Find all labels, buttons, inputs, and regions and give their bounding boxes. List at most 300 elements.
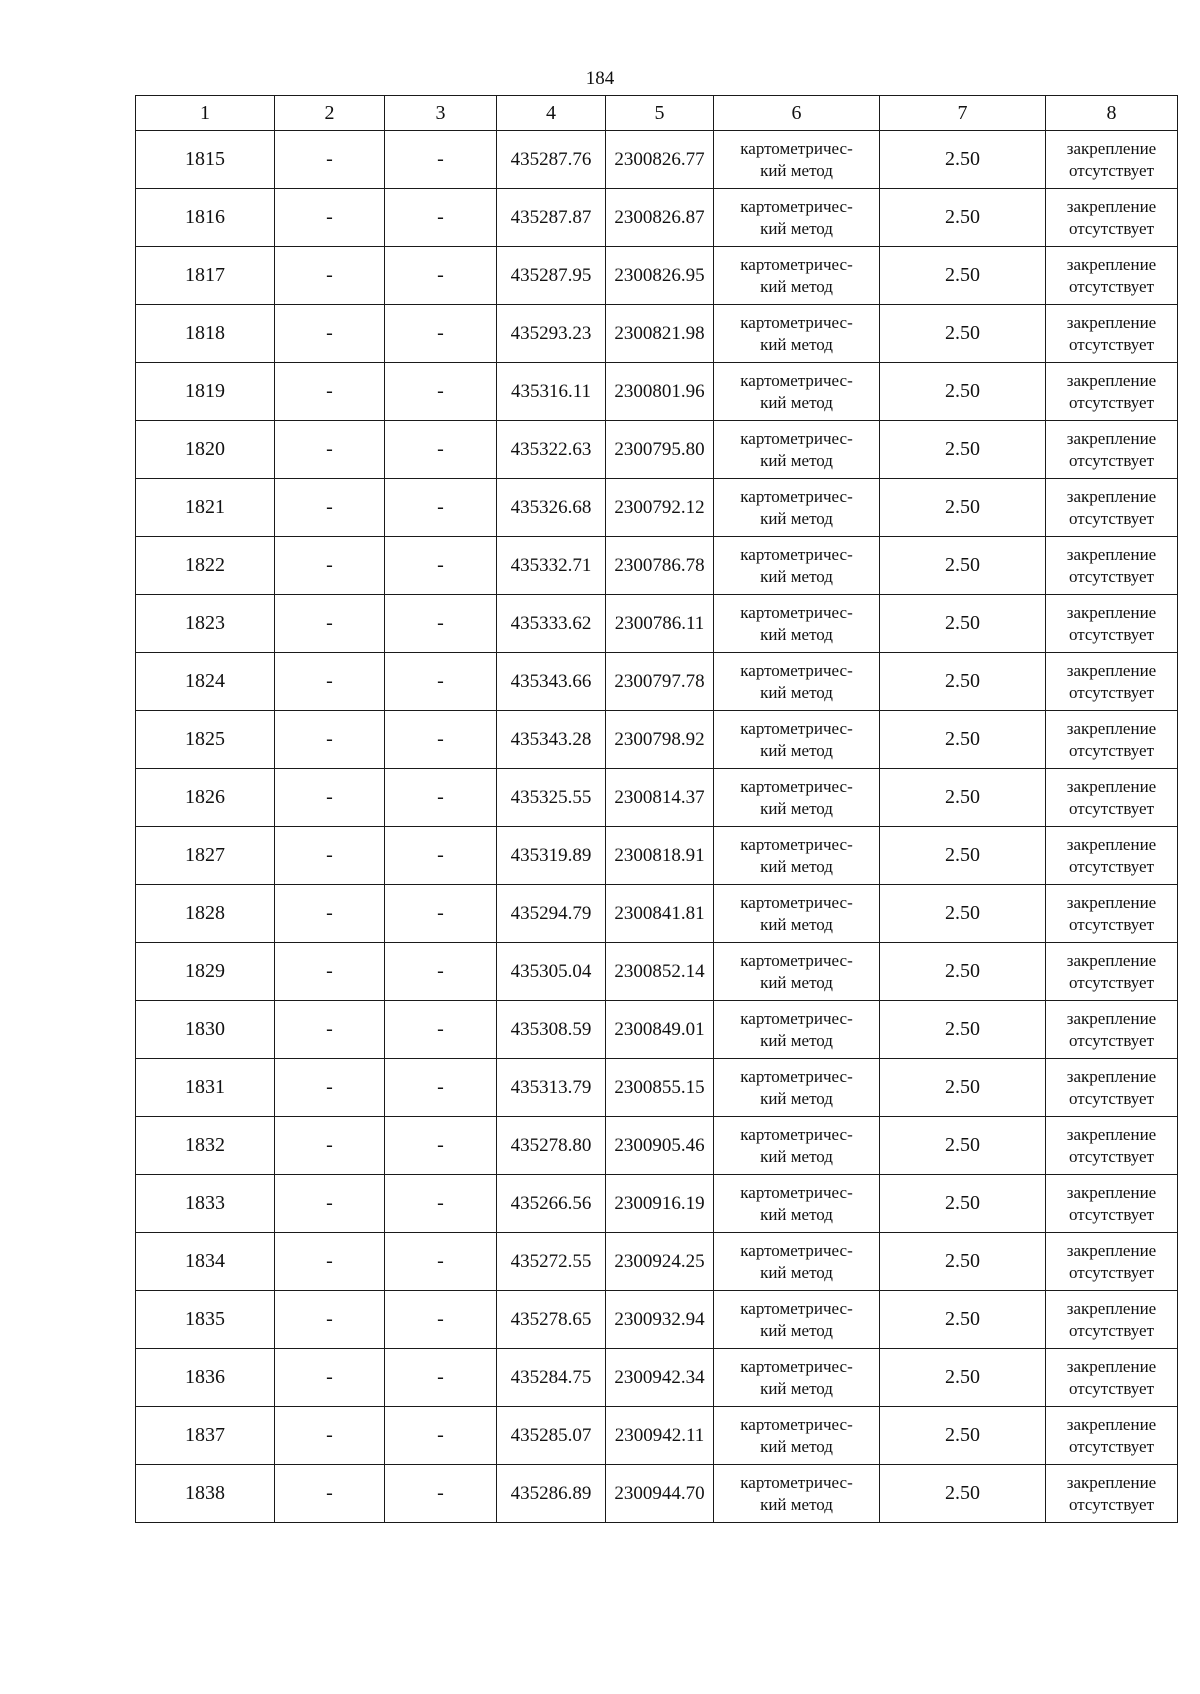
column-header: 2 <box>275 96 385 131</box>
method-cell-line-2: кий метод <box>760 972 833 992</box>
fixing-cell-line-2: отсутствует <box>1068 1436 1155 1456</box>
method-cell-line-2: кий метод <box>760 682 833 702</box>
method-cell-line-1: картометричес- <box>740 429 853 449</box>
y-coordinate-cell: 2300942.34 <box>606 1349 714 1407</box>
column-2-cell: - <box>275 711 385 769</box>
y-coordinate-cell: 2300797.78 <box>606 653 714 711</box>
column-2-cell: - <box>275 885 385 943</box>
method-cell-line-1: картометричес- <box>740 1183 853 1203</box>
method-cell-line-2: кий метод <box>760 1320 833 1340</box>
method-cell-line-1: картометричес- <box>740 313 853 333</box>
fixing-cell-line-2: отсутствует <box>1068 1204 1155 1224</box>
y-coordinate-cell: 2300942.11 <box>606 1407 714 1465</box>
y-coordinate-cell: 2300814.37 <box>606 769 714 827</box>
y-coordinate-cell: 2300786.78 <box>606 537 714 595</box>
method-cell-line-1: картометричес- <box>740 371 853 391</box>
fixing-cell-line-1: закрепление <box>1066 1183 1157 1203</box>
x-coordinate-cell: 435287.95 <box>497 247 606 305</box>
point-number-cell: 1829 <box>136 943 275 1001</box>
coordinates-table <box>135 95 1178 1523</box>
fixing-cell-line-2: отсутствует <box>1068 450 1155 470</box>
column-2-cell: - <box>275 1001 385 1059</box>
table-row <box>136 595 1178 653</box>
point-number-cell: 1822 <box>136 537 275 595</box>
point-number-cell: 1816 <box>136 189 275 247</box>
x-coordinate-cell: 435266.56 <box>497 1175 606 1233</box>
accuracy-cell: 2.50 <box>880 711 1046 769</box>
column-2-cell: - <box>275 1175 385 1233</box>
column-3-cell: - <box>385 189 497 247</box>
point-number-cell: 1820 <box>136 421 275 479</box>
column-3-cell: - <box>385 827 497 885</box>
column-3-cell: - <box>385 885 497 943</box>
x-coordinate-cell: 435343.66 <box>497 653 606 711</box>
point-number-cell: 1828 <box>136 885 275 943</box>
fixing-cell-line-1: закрепление <box>1066 545 1157 565</box>
column-2-cell: - <box>275 1117 385 1175</box>
method-cell <box>714 131 880 189</box>
method-cell <box>714 1001 880 1059</box>
fixing-cell-line-1: закрепление <box>1066 1357 1157 1377</box>
method-cell-line-1: картометричес- <box>740 1299 853 1319</box>
fixing-cell-line-2: отсутствует <box>1068 1146 1155 1166</box>
page-number: 184 <box>585 68 615 89</box>
column-header: 5 <box>606 96 714 131</box>
point-number-cell: 1837 <box>136 1407 275 1465</box>
method-cell-line-2: кий метод <box>760 1204 833 1224</box>
y-coordinate-cell: 2300852.14 <box>606 943 714 1001</box>
column-2-cell: - <box>275 305 385 363</box>
method-cell <box>714 1059 880 1117</box>
point-number-cell: 1836 <box>136 1349 275 1407</box>
accuracy-cell: 2.50 <box>880 537 1046 595</box>
method-cell-line-1: картометричес- <box>740 1357 853 1377</box>
method-cell <box>714 1233 880 1291</box>
fixing-cell <box>1046 305 1178 363</box>
y-coordinate-cell: 2300792.12 <box>606 479 714 537</box>
column-2-cell: - <box>275 595 385 653</box>
fixing-cell-line-2: отсутствует <box>1068 740 1155 760</box>
column-header: 3 <box>385 96 497 131</box>
x-coordinate-cell: 435293.23 <box>497 305 606 363</box>
accuracy-cell: 2.50 <box>880 1059 1046 1117</box>
x-coordinate-cell: 435325.55 <box>497 769 606 827</box>
point-number-cell: 1818 <box>136 305 275 363</box>
x-coordinate-cell: 435278.80 <box>497 1117 606 1175</box>
method-cell <box>714 711 880 769</box>
fixing-cell-line-1: закрепление <box>1066 1415 1157 1435</box>
method-cell-line-2: кий метод <box>760 566 833 586</box>
table-row <box>136 827 1178 885</box>
method-cell-line-2: кий метод <box>760 508 833 528</box>
table-row <box>136 189 1178 247</box>
column-3-cell: - <box>385 943 497 1001</box>
fixing-cell <box>1046 943 1178 1001</box>
point-number-cell: 1826 <box>136 769 275 827</box>
method-cell <box>714 537 880 595</box>
column-2-cell: - <box>275 653 385 711</box>
fixing-cell <box>1046 537 1178 595</box>
fixing-cell-line-2: отсутствует <box>1068 914 1155 934</box>
method-cell-line-2: кий метод <box>760 1146 833 1166</box>
method-cell-line-2: кий метод <box>760 798 833 818</box>
accuracy-cell: 2.50 <box>880 247 1046 305</box>
method-cell <box>714 363 880 421</box>
fixing-cell-line-2: отсутствует <box>1068 508 1155 528</box>
accuracy-cell: 2.50 <box>880 1117 1046 1175</box>
accuracy-cell: 2.50 <box>880 1349 1046 1407</box>
fixing-cell-line-1: закрепление <box>1066 487 1157 507</box>
y-coordinate-cell: 2300849.01 <box>606 1001 714 1059</box>
method-cell-line-1: картометричес- <box>740 545 853 565</box>
accuracy-cell: 2.50 <box>880 1291 1046 1349</box>
method-cell-line-1: картометричес- <box>740 487 853 507</box>
column-3-cell: - <box>385 1175 497 1233</box>
column-3-cell: - <box>385 1465 497 1523</box>
fixing-cell-line-1: закрепление <box>1066 661 1157 681</box>
y-coordinate-cell: 2300855.15 <box>606 1059 714 1117</box>
accuracy-cell: 2.50 <box>880 885 1046 943</box>
fixing-cell <box>1046 769 1178 827</box>
fixing-cell-line-2: отсутствует <box>1068 218 1155 238</box>
table-row <box>136 1465 1178 1523</box>
column-2-cell: - <box>275 1407 385 1465</box>
fixing-cell <box>1046 1175 1178 1233</box>
fixing-cell-line-1: закрепление <box>1066 1241 1157 1261</box>
fixing-cell-line-2: отсутствует <box>1068 972 1155 992</box>
method-cell-line-1: картометричес- <box>740 1415 853 1435</box>
fixing-cell <box>1046 1059 1178 1117</box>
fixing-cell-line-1: закрепление <box>1066 1125 1157 1145</box>
y-coordinate-cell: 2300924.25 <box>606 1233 714 1291</box>
method-cell <box>714 479 880 537</box>
column-2-cell: - <box>275 1059 385 1117</box>
point-number-cell: 1833 <box>136 1175 275 1233</box>
y-coordinate-cell: 2300798.92 <box>606 711 714 769</box>
accuracy-cell: 2.50 <box>880 943 1046 1001</box>
column-2-cell: - <box>275 769 385 827</box>
method-cell-line-1: картометричес- <box>740 1009 853 1029</box>
method-cell-line-2: кий метод <box>760 1494 833 1514</box>
method-cell-line-1: картометричес- <box>740 719 853 739</box>
fixing-cell <box>1046 479 1178 537</box>
fixing-cell <box>1046 1233 1178 1291</box>
column-2-cell: - <box>275 131 385 189</box>
method-cell-line-1: картометричес- <box>740 893 853 913</box>
x-coordinate-cell: 435316.11 <box>497 363 606 421</box>
fixing-cell <box>1046 189 1178 247</box>
x-coordinate-cell: 435272.55 <box>497 1233 606 1291</box>
fixing-cell-line-1: закрепление <box>1066 139 1157 159</box>
column-3-cell: - <box>385 653 497 711</box>
fixing-cell <box>1046 653 1178 711</box>
fixing-cell-line-2: отсутствует <box>1068 856 1155 876</box>
fixing-cell-line-2: отсутствует <box>1068 1262 1155 1282</box>
accuracy-cell: 2.50 <box>880 1001 1046 1059</box>
method-cell-line-2: кий метод <box>760 276 833 296</box>
column-2-cell: - <box>275 479 385 537</box>
fixing-cell-line-1: закрепление <box>1066 255 1157 275</box>
method-cell-line-1: картометричес- <box>740 603 853 623</box>
accuracy-cell: 2.50 <box>880 363 1046 421</box>
column-3-cell: - <box>385 305 497 363</box>
method-cell <box>714 1465 880 1523</box>
fixing-cell <box>1046 1349 1178 1407</box>
method-cell-line-1: картометричес- <box>740 661 853 681</box>
accuracy-cell: 2.50 <box>880 1233 1046 1291</box>
point-number-cell: 1824 <box>136 653 275 711</box>
table-row <box>136 1175 1178 1233</box>
y-coordinate-cell: 2300801.96 <box>606 363 714 421</box>
column-2-cell: - <box>275 537 385 595</box>
fixing-cell <box>1046 131 1178 189</box>
y-coordinate-cell: 2300916.19 <box>606 1175 714 1233</box>
y-coordinate-cell: 2300821.98 <box>606 305 714 363</box>
point-number-cell: 1827 <box>136 827 275 885</box>
method-cell-line-2: кий метод <box>760 218 833 238</box>
method-cell-line-2: кий метод <box>760 450 833 470</box>
fixing-cell-line-1: закрепление <box>1066 1067 1157 1087</box>
method-cell <box>714 189 880 247</box>
column-2-cell: - <box>275 943 385 1001</box>
fixing-cell <box>1046 363 1178 421</box>
column-2-cell: - <box>275 1349 385 1407</box>
method-cell-line-1: картометричес- <box>740 139 853 159</box>
column-3-cell: - <box>385 131 497 189</box>
method-cell-line-2: кий метод <box>760 624 833 644</box>
point-number-cell: 1838 <box>136 1465 275 1523</box>
method-cell <box>714 653 880 711</box>
fixing-cell-line-1: закрепление <box>1066 197 1157 217</box>
method-cell <box>714 885 880 943</box>
fixing-cell-line-2: отсутствует <box>1068 682 1155 702</box>
x-coordinate-cell: 435285.07 <box>497 1407 606 1465</box>
method-cell-line-2: кий метод <box>760 914 833 934</box>
fixing-cell <box>1046 247 1178 305</box>
method-cell-line-1: картометричес- <box>740 1241 853 1261</box>
table-row <box>136 131 1178 189</box>
point-number-cell: 1819 <box>136 363 275 421</box>
method-cell-line-2: кий метод <box>760 1262 833 1282</box>
method-cell-line-1: картометричес- <box>740 197 853 217</box>
point-number-cell: 1817 <box>136 247 275 305</box>
point-number-cell: 1830 <box>136 1001 275 1059</box>
y-coordinate-cell: 2300826.77 <box>606 131 714 189</box>
fixing-cell-line-2: отсутствует <box>1068 1030 1155 1050</box>
fixing-cell-line-1: закрепление <box>1066 951 1157 971</box>
point-number-cell: 1831 <box>136 1059 275 1117</box>
table-header-row <box>136 96 1178 131</box>
method-cell-line-2: кий метод <box>760 160 833 180</box>
x-coordinate-cell: 435326.68 <box>497 479 606 537</box>
method-cell-line-1: картометричес- <box>740 1125 853 1145</box>
fixing-cell <box>1046 827 1178 885</box>
method-cell-line-1: картометричес- <box>740 1067 853 1087</box>
method-cell <box>714 827 880 885</box>
x-coordinate-cell: 435305.04 <box>497 943 606 1001</box>
table-row <box>136 1407 1178 1465</box>
x-coordinate-cell: 435284.75 <box>497 1349 606 1407</box>
column-header: 6 <box>714 96 880 131</box>
fixing-cell-line-2: отсутствует <box>1068 1088 1155 1108</box>
method-cell-line-1: картометричес- <box>740 1473 853 1493</box>
table-row <box>136 653 1178 711</box>
column-3-cell: - <box>385 1001 497 1059</box>
method-cell-line-2: кий метод <box>760 1030 833 1050</box>
fixing-cell-line-1: закрепление <box>1066 371 1157 391</box>
fixing-cell-line-2: отсутствует <box>1068 1378 1155 1398</box>
fixing-cell <box>1046 1117 1178 1175</box>
accuracy-cell: 2.50 <box>880 189 1046 247</box>
fixing-cell-line-1: закрепление <box>1066 777 1157 797</box>
point-number-cell: 1825 <box>136 711 275 769</box>
method-cell-line-1: картометричес- <box>740 951 853 971</box>
column-2-cell: - <box>275 1233 385 1291</box>
fixing-cell <box>1046 1291 1178 1349</box>
table-row <box>136 943 1178 1001</box>
x-coordinate-cell: 435294.79 <box>497 885 606 943</box>
point-number-cell: 1834 <box>136 1233 275 1291</box>
y-coordinate-cell: 2300944.70 <box>606 1465 714 1523</box>
point-number-cell: 1815 <box>136 131 275 189</box>
column-3-cell: - <box>385 421 497 479</box>
y-coordinate-cell: 2300826.95 <box>606 247 714 305</box>
method-cell <box>714 421 880 479</box>
column-3-cell: - <box>385 595 497 653</box>
table-row <box>136 1001 1178 1059</box>
accuracy-cell: 2.50 <box>880 1465 1046 1523</box>
fixing-cell-line-1: закрепление <box>1066 893 1157 913</box>
accuracy-cell: 2.50 <box>880 827 1046 885</box>
column-header: 7 <box>880 96 1046 131</box>
method-cell <box>714 1175 880 1233</box>
table-row <box>136 479 1178 537</box>
table-row <box>136 1059 1178 1117</box>
accuracy-cell: 2.50 <box>880 1175 1046 1233</box>
accuracy-cell: 2.50 <box>880 769 1046 827</box>
fixing-cell-line-1: закрепление <box>1066 429 1157 449</box>
column-header: 8 <box>1046 96 1178 131</box>
x-coordinate-cell: 435333.62 <box>497 595 606 653</box>
table-row <box>136 1349 1178 1407</box>
column-2-cell: - <box>275 827 385 885</box>
column-2-cell: - <box>275 1465 385 1523</box>
fixing-cell-line-2: отсутствует <box>1068 566 1155 586</box>
method-cell-line-2: кий метод <box>760 392 833 412</box>
fixing-cell-line-2: отсутствует <box>1068 334 1155 354</box>
y-coordinate-cell: 2300818.91 <box>606 827 714 885</box>
y-coordinate-cell: 2300826.87 <box>606 189 714 247</box>
x-coordinate-cell: 435308.59 <box>497 1001 606 1059</box>
fixing-cell-line-2: отсутствует <box>1068 798 1155 818</box>
fixing-cell <box>1046 595 1178 653</box>
x-coordinate-cell: 435287.76 <box>497 131 606 189</box>
fixing-cell-line-1: закрепление <box>1066 1009 1157 1029</box>
column-3-cell: - <box>385 1117 497 1175</box>
fixing-cell-line-2: отсутствует <box>1068 160 1155 180</box>
fixing-cell-line-1: закрепление <box>1066 835 1157 855</box>
column-3-cell: - <box>385 1059 497 1117</box>
method-cell <box>714 769 880 827</box>
method-cell <box>714 247 880 305</box>
method-cell <box>714 1349 880 1407</box>
accuracy-cell: 2.50 <box>880 595 1046 653</box>
method-cell-line-2: кий метод <box>760 856 833 876</box>
column-2-cell: - <box>275 189 385 247</box>
column-header: 4 <box>497 96 606 131</box>
fixing-cell <box>1046 885 1178 943</box>
method-cell-line-2: кий метод <box>760 1378 833 1398</box>
fixing-cell-line-2: отсутствует <box>1068 1494 1155 1514</box>
point-number-cell: 1821 <box>136 479 275 537</box>
accuracy-cell: 2.50 <box>880 305 1046 363</box>
accuracy-cell: 2.50 <box>880 421 1046 479</box>
table-row <box>136 421 1178 479</box>
fixing-cell <box>1046 421 1178 479</box>
method-cell-line-1: картометричес- <box>740 777 853 797</box>
table-row <box>136 247 1178 305</box>
method-cell <box>714 1407 880 1465</box>
x-coordinate-cell: 435287.87 <box>497 189 606 247</box>
x-coordinate-cell: 435322.63 <box>497 421 606 479</box>
method-cell <box>714 595 880 653</box>
accuracy-cell: 2.50 <box>880 479 1046 537</box>
method-cell-line-2: кий метод <box>760 1436 833 1456</box>
column-2-cell: - <box>275 363 385 421</box>
fixing-cell <box>1046 1465 1178 1523</box>
x-coordinate-cell: 435286.89 <box>497 1465 606 1523</box>
column-2-cell: - <box>275 1291 385 1349</box>
method-cell-line-2: кий метод <box>760 334 833 354</box>
fixing-cell-line-2: отсутствует <box>1068 624 1155 644</box>
y-coordinate-cell: 2300841.81 <box>606 885 714 943</box>
method-cell <box>714 943 880 1001</box>
column-header: 1 <box>136 96 275 131</box>
table-row <box>136 1117 1178 1175</box>
column-3-cell: - <box>385 363 497 421</box>
x-coordinate-cell: 435278.65 <box>497 1291 606 1349</box>
point-number-cell: 1823 <box>136 595 275 653</box>
column-2-cell: - <box>275 247 385 305</box>
column-3-cell: - <box>385 769 497 827</box>
table-row <box>136 1291 1178 1349</box>
table-row <box>136 769 1178 827</box>
column-3-cell: - <box>385 1233 497 1291</box>
y-coordinate-cell: 2300932.94 <box>606 1291 714 1349</box>
fixing-cell-line-1: закрепление <box>1066 313 1157 333</box>
fixing-cell-line-1: закрепление <box>1066 719 1157 739</box>
fixing-cell-line-1: закрепление <box>1066 603 1157 623</box>
method-cell-line-2: кий метод <box>760 1088 833 1108</box>
fixing-cell <box>1046 1001 1178 1059</box>
fixing-cell-line-2: отсутствует <box>1068 392 1155 412</box>
table-row <box>136 711 1178 769</box>
point-number-cell: 1835 <box>136 1291 275 1349</box>
x-coordinate-cell: 435332.71 <box>497 537 606 595</box>
method-cell-line-1: картометричес- <box>740 255 853 275</box>
y-coordinate-cell: 2300905.46 <box>606 1117 714 1175</box>
fixing-cell-line-1: закрепление <box>1066 1299 1157 1319</box>
table-row <box>136 305 1178 363</box>
method-cell <box>714 1291 880 1349</box>
x-coordinate-cell: 435343.28 <box>497 711 606 769</box>
table-body <box>136 131 1178 1523</box>
method-cell <box>714 305 880 363</box>
fixing-cell-line-2: отсутствует <box>1068 1320 1155 1340</box>
column-3-cell: - <box>385 247 497 305</box>
table-row <box>136 885 1178 943</box>
fixing-cell-line-2: отсутствует <box>1068 276 1155 296</box>
